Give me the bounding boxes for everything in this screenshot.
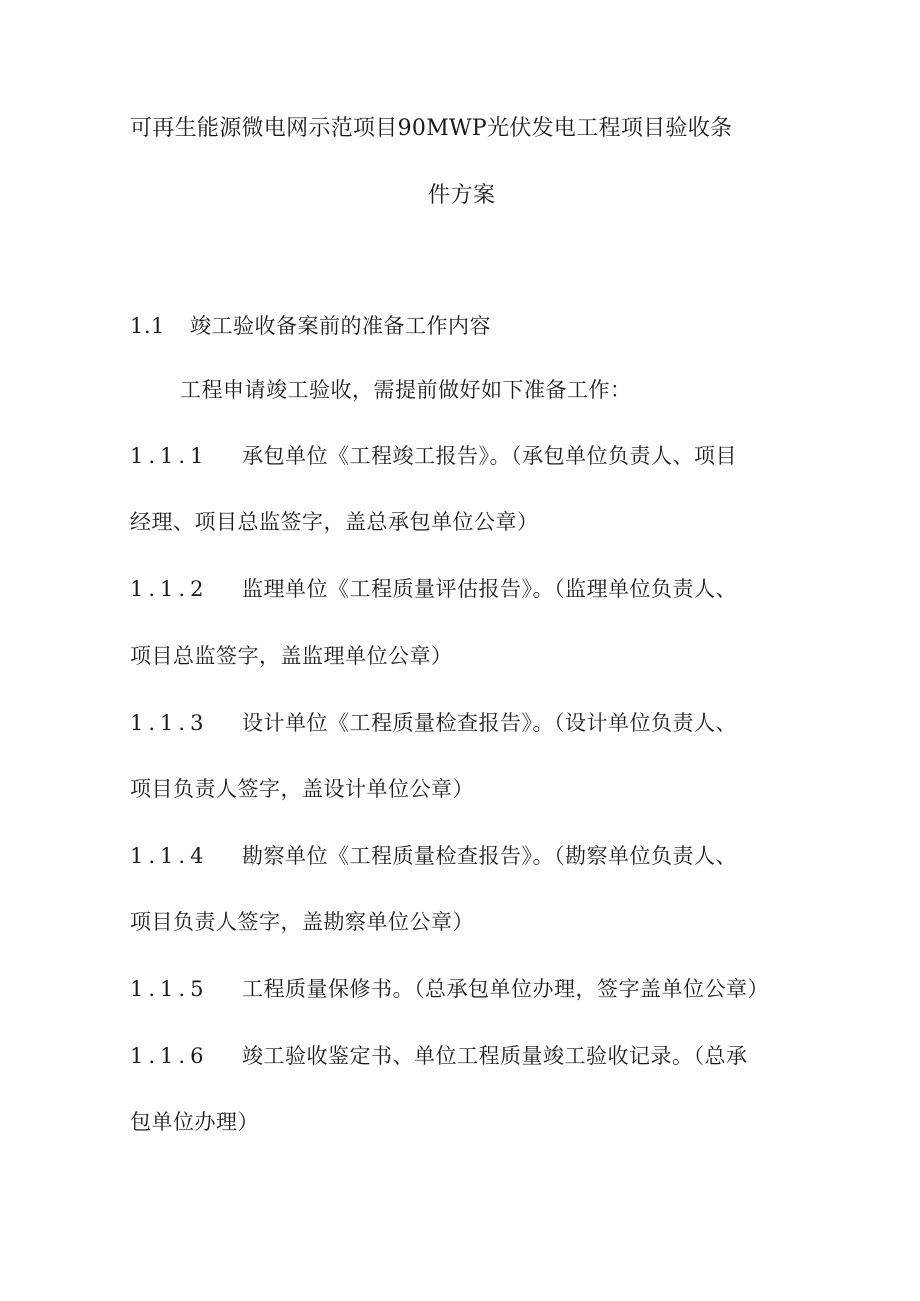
item-text: 竣工验收鉴定书、单位工程质量竣工验收记录。（总承 bbox=[242, 1044, 748, 1068]
section-heading-text: 竣工验收备案前的准备工作内容 bbox=[190, 314, 491, 338]
item-number: 1.1.3 bbox=[130, 711, 209, 735]
item-text: 设计单位《工程质量检查报告》。（设计单位负责人、 bbox=[242, 711, 737, 735]
item-text: 勘察单位《工程质量检查报告》。（勘察单位负责人、 bbox=[242, 844, 737, 868]
item-number: 1.1.6 bbox=[130, 1044, 209, 1068]
item-text: 工程质量保修书。（总承包单位办理，签字盖单位公章） bbox=[242, 977, 769, 1001]
section-intro: 工程申请竣工验收，需提前做好如下准备工作： bbox=[180, 378, 632, 402]
item-number: 1.1.5 bbox=[130, 977, 209, 1001]
item-text-continued: 项目负责人签字，盖勘察单位公章） bbox=[130, 910, 474, 934]
document-title-line-2: 件方案 bbox=[428, 183, 496, 208]
item-text: 监理单位《工程质量评估报告》。（监理单位负责人、 bbox=[242, 577, 737, 601]
section-number: 1.1 bbox=[130, 314, 165, 338]
item-text: 承包单位《工程竣工报告》。（承包单位负责人、项目 bbox=[242, 444, 737, 468]
document-title-line-1: 可再生能源微电网示范项目90MWP光伏发电工程项目验收条 bbox=[130, 116, 733, 141]
item-text-continued: 经理、项目总监签字，盖总承包单位公章） bbox=[130, 510, 539, 534]
item-text-continued: 项目负责人签字，盖设计单位公章） bbox=[130, 777, 474, 801]
item-text-continued: 包单位办理） bbox=[130, 1110, 259, 1134]
item-number: 1.1.1 bbox=[130, 444, 209, 468]
item-number: 1.1.2 bbox=[130, 577, 209, 601]
item-text-continued: 项目总监签字，盖监理单位公章） bbox=[130, 644, 453, 668]
item-number: 1.1.4 bbox=[130, 844, 209, 868]
